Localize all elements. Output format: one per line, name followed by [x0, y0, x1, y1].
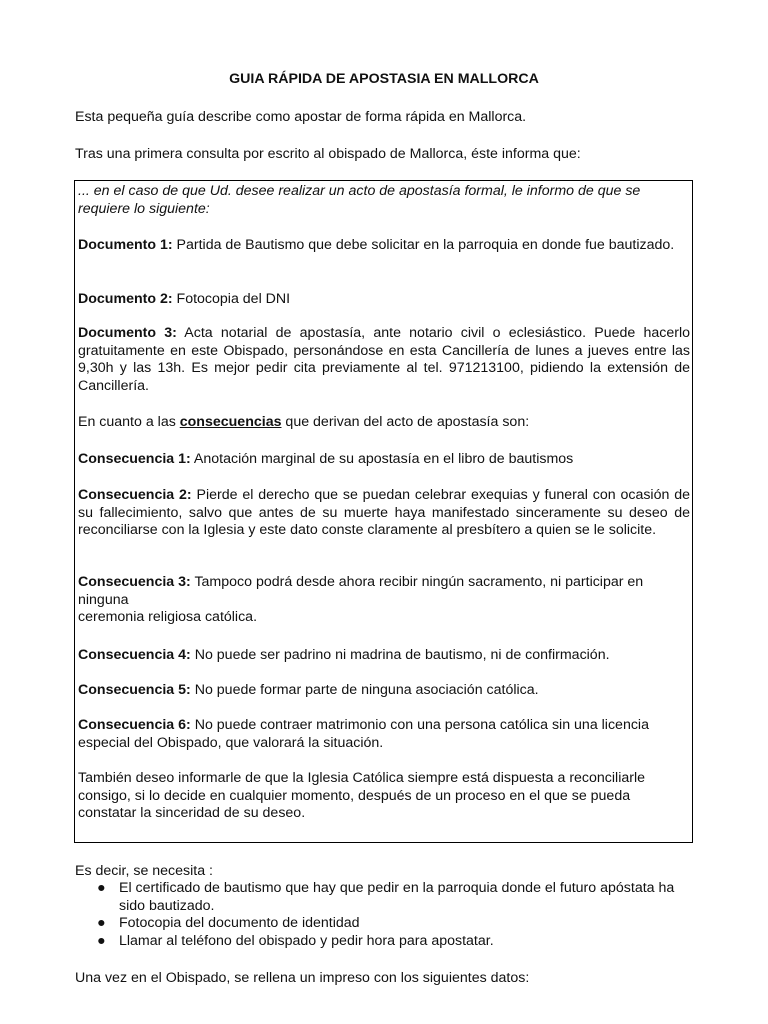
consequence-2-item: [78, 487, 690, 540]
consequences-intro-post: que derivan del acto de apostasía son:: [281, 414, 530, 430]
list-item: [75, 915, 695, 933]
context-paragraph: Tras una primera consulta por escrito al obispado de Mallorca, éste informa que:: [75, 146, 581, 162]
quote-intro: [78, 183, 690, 218]
requirements-list: [75, 880, 695, 950]
list-item-text: Llamar al teléfono del obispado y pedir hora para apostatar.: [119, 932, 494, 949]
consequence-6-label: Consecuencia 6:: [78, 717, 191, 733]
quote-line-1: ... en el caso de que Ud. desee realizar un acto de apostasía formal, le informo de que se: [78, 183, 641, 199]
intro-paragraph: Esta pequeña guía describe como apostar de forma rápida en Mallorca.: [75, 109, 527, 125]
closing-paragraph: [78, 770, 690, 823]
document-3-label: Documento 3:: [78, 325, 177, 341]
consequence-2-text: Pierde el derecho que se puedan celebrar exequias y funeral con ocasión de su fallecimiento, salvo que antes de su muerte haya manifestado sinceramente su deseo de reconciliarse con la Iglesia y este dato conste claramente al presbítero a quien se le solicite.: [78, 487, 690, 539]
document-3-text: Acta notarial de apostasía, ante notario civil o eclesiástico. Puede hacerlo gratuitamente en este Obispado, personándose en esta Cancillería de lunes a jueves entre las 9,30h y las 13h. Es mejor pedir cita previamente al tel. 971213100, pidiendo la extensión de Cancillería.: [78, 325, 690, 394]
bullet-icon: ●: [97, 915, 106, 931]
document-1-label: Documento 1:: [78, 237, 173, 253]
document-2-item: [78, 291, 690, 309]
consequences-intro: [78, 414, 690, 432]
consequence-1-text: Anotación marginal de su apostasía en el libro de bautismos: [190, 451, 574, 467]
closing-text-b: consigo, si lo decide en cualquier momento, después de un proceso en el que se pueda constatar la sinceridad de su deseo.: [78, 787, 631, 822]
consequence-3-item: [78, 574, 690, 627]
consequence-4-item: [78, 647, 690, 665]
consequence-6-item: [78, 717, 690, 752]
document-2-label: Documento 2:: [78, 291, 173, 307]
closing-text-a: También deseo informarle de que la Iglesia Católica siempre está dispuesta a reconciliarle: [78, 770, 646, 786]
consequence-6-text: No puede contraer matrimonio con una persona católica sin una licencia especial del Obispado, que valorará la situación.: [78, 717, 649, 751]
consequence-5-label: Consecuencia 5:: [78, 682, 191, 698]
document-1-text: Partida de Bautismo que debe solicitar en la parroquia en donde fue bautizado.: [172, 237, 675, 253]
quote-line-2: requiere lo siguiente:: [78, 200, 210, 217]
consequence-3-text-b: ceremonia religiosa católica.: [78, 609, 258, 626]
document-2-text: Fotocopia del DNI: [172, 291, 291, 307]
list-item: [75, 933, 695, 951]
page-title: GUIA RÁPIDA DE APOSTASIA EN MALLORCA: [229, 71, 539, 87]
summary-intro: Es decir, se necesita :: [75, 863, 214, 879]
consequences-intro-pre: En cuanto a las: [78, 414, 180, 430]
consequence-3-text-a: Tampoco podrá desde ahora recibir ningún sacramento, ni participar en ninguna: [78, 574, 644, 608]
consequence-4-label: Consecuencia 4:: [78, 647, 191, 663]
final-paragraph: Una vez en el Obispado, se rellena un impreso con los siguientes datos:: [75, 970, 530, 986]
document-3-item: [78, 325, 690, 395]
bullet-icon: ●: [97, 932, 106, 949]
quoted-reply-box: [74, 180, 693, 843]
consequence-5-text: No puede formar parte de ninguna asociación católica.: [190, 682, 539, 698]
bullet-icon: ●: [97, 880, 106, 896]
consequence-2-label: Consecuencia 2:: [78, 487, 192, 503]
consequences-keyword: consecuencias: [179, 414, 282, 430]
consequence-4-text: No puede ser padrino ni madrina de bautismo, ni de confirmación.: [190, 647, 610, 663]
consequence-1-label: Consecuencia 1:: [78, 451, 191, 467]
document-1-item: [78, 237, 690, 255]
consequence-3-label: Consecuencia 3:: [78, 574, 191, 590]
consequence-5-item: [78, 682, 690, 700]
list-item-text: Fotocopia del documento de identidad: [119, 915, 360, 931]
list-item: [75, 880, 695, 915]
list-item-text: El certificado de bautismo que hay que pedir en la parroquia donde el futuro apóstata ha sido bautizado.: [119, 880, 675, 914]
consequence-1-item: [78, 451, 690, 469]
